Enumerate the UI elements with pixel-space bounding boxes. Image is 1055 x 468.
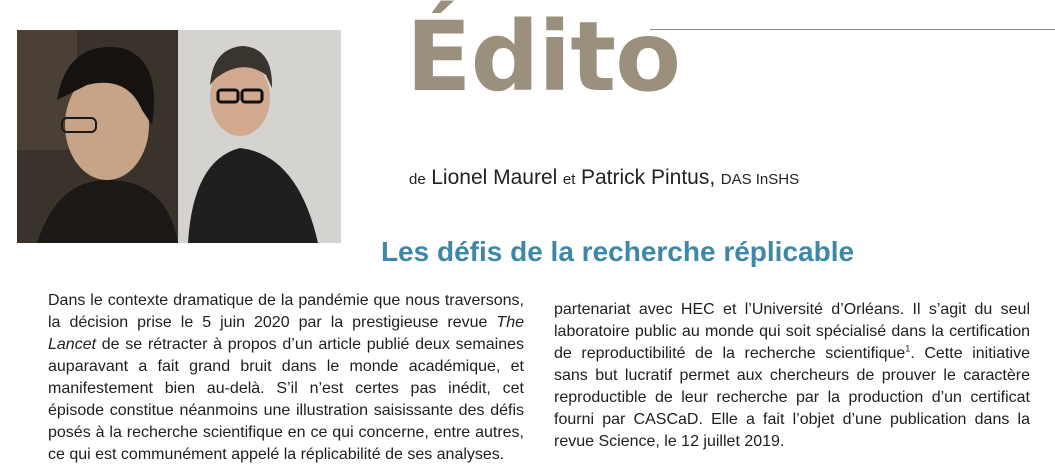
paragraph-left-text-2: de se rétracter à propos d’un article publié deux semaines auparavant a fait grand bruit dans le monde académique, et manifestement bien au-delà. S’il n’est certes pas inédit, cet épisode constitue néanmoins une illustration saisissante des défis posés à la recherche scientifique en ce qui concerne, entre autres, ce qui est communément appelé la réplicabilité de ses analyses. (48, 336, 524, 463)
article-column-left (48, 290, 524, 466)
byline-prefix: de (409, 171, 426, 188)
portrait-photo-lionel-maurel (17, 30, 178, 243)
paragraph-left (48, 290, 524, 466)
byline-connector: et (562, 171, 576, 188)
page-title: Édito (406, 1, 681, 113)
top-rule (650, 29, 1055, 30)
paragraph-right (554, 299, 1030, 453)
article-column-right (554, 299, 1030, 453)
paragraph-right-text-2: . Cette initiative sans but lucratif permet aux chercheurs de prouver le caractère reproductible de leur recherche par la production d’un certificat fourni par CASCaD. Elle a fait l’objet d’une publication dans la revue Science, le 12 juillet 2019. (554, 345, 1030, 450)
byline (409, 166, 799, 190)
paragraph-left-text-1: Dans le contexte dramatique de la pandémie que nous traversons, la décision prise le 5 juin 2020 par la prestigieuse revue (48, 292, 524, 331)
portrait-photo-patrick-pintus (178, 30, 341, 243)
author-affiliation: DAS InSHS (720, 171, 800, 188)
journal-name: The Lancet (48, 314, 524, 353)
article-heading: Les défis de la recherche réplicable (380, 236, 855, 267)
footnote-marker[interactable]: 1 (905, 343, 911, 354)
author-name-2: Patrick Pintus, (580, 166, 716, 189)
paragraph-right-text-1: partenariat avec HEC et l’Université d’Orléans. Il s’agit du seul laboratoire public au monde qui soit spécialisé dans la certification de reproductibilité de la recherche scientifique (554, 301, 1030, 362)
author-name-1: Lionel Maurel (431, 166, 558, 189)
